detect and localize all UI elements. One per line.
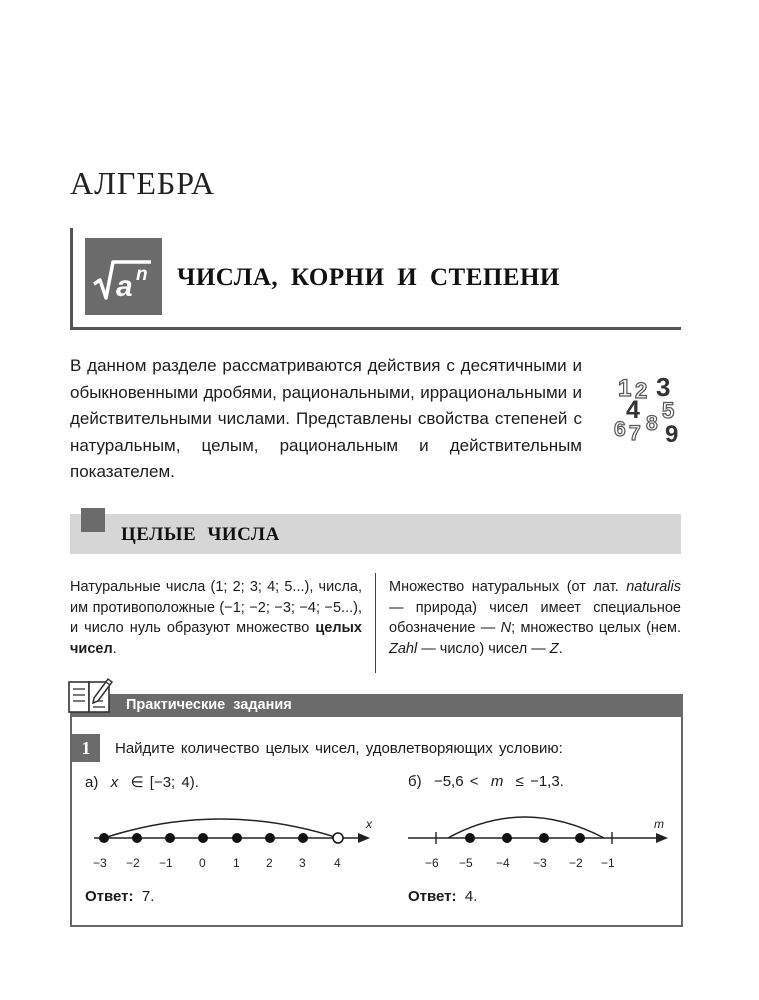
condition-b-lower: −5,6 <	[433, 773, 479, 790]
notebook-pencil-icon	[67, 676, 115, 718]
integer-point	[298, 833, 308, 843]
digit-6: 6	[614, 418, 626, 441]
integer-point	[465, 833, 475, 843]
integer-set-symbol: Z	[549, 640, 559, 657]
notation-text: — природа) чисел имеет специальное обозначение —	[389, 599, 681, 636]
digit-2: 2	[635, 378, 648, 403]
tick-label: 0	[199, 856, 206, 870]
column-divider	[375, 573, 376, 673]
digit-3: 3	[656, 372, 671, 402]
part-title: АЛГЕБРА	[70, 165, 216, 201]
integer-point	[99, 833, 109, 843]
answer-b	[408, 888, 477, 905]
definition-punct: .	[112, 640, 117, 657]
tick-label: 4	[334, 856, 341, 870]
tick-label: −2	[569, 856, 583, 870]
tick-label: −1	[159, 856, 173, 870]
tick-label: −2	[126, 856, 140, 870]
condition-a	[85, 773, 199, 791]
practice-header-label: Практические задания	[126, 697, 292, 713]
condition-b-label: б)	[408, 773, 422, 790]
tick-label: −6	[425, 856, 439, 870]
tick-label: 3	[299, 856, 306, 870]
number-line-a	[80, 812, 380, 872]
notation-text: ; множество целых (нем.	[511, 620, 681, 636]
digit-8: 8	[646, 412, 658, 435]
digit-5: 5	[662, 398, 675, 423]
notation-text: — число) чисел —	[421, 640, 546, 657]
condition-a-variable: x	[110, 774, 119, 791]
notation-punct: .	[558, 640, 563, 657]
answer-a-value: 7.	[141, 888, 155, 905]
chapter-header	[70, 228, 681, 330]
answer-a-label: Ответ:	[85, 888, 134, 905]
condition-a-set: ∈ [−3; 4).	[130, 774, 199, 791]
integer-point	[132, 833, 142, 843]
integer-point	[165, 833, 175, 843]
intro-paragraph: В данном разделе рассматриваются действия с десятичными и обыкновенными дробями, рациональными, иррациональными и действительными числами. Представлены свойства степеней с натуральным, целым, рациональным и действительным показателем.	[70, 356, 582, 481]
axis-variable-label: x	[366, 817, 372, 831]
integer-point	[232, 833, 242, 843]
axis-variable-label: m	[654, 817, 664, 831]
integer-point	[198, 833, 208, 843]
tick-label: −4	[496, 856, 510, 870]
german-word: Zahl	[389, 640, 418, 657]
root-power-icon	[85, 238, 162, 315]
number-line-b	[400, 812, 680, 872]
axis-arrow	[656, 833, 668, 843]
chapter-header-rule-horizontal	[70, 327, 681, 330]
tick-label: −3	[93, 856, 107, 870]
chapter-title: ЧИСЛА, КОРНИ И СТЕПЕНИ	[177, 264, 560, 291]
notation-text: Множество натуральных (от лат.	[389, 579, 619, 595]
integer-point	[575, 833, 585, 843]
root-base-letter: a	[116, 270, 133, 303]
open-endpoint	[333, 833, 343, 843]
condition-a-label: а)	[85, 774, 99, 791]
integer-point	[502, 833, 512, 843]
natural-set-symbol: N	[500, 620, 512, 636]
root-exponent-letter: n	[136, 264, 148, 285]
task-text: Найдите количество целых чисел, удовлетворяющих условию:	[115, 740, 563, 757]
definition-text: Натуральные числа (1; 2; 3; 4; 5...), числа, им противоположные (−1; −2; −3; −4; −5...), и число нуль образуют множество	[70, 579, 362, 636]
digit-9: 9	[665, 421, 679, 448]
latin-word: naturalis	[626, 579, 681, 595]
definition-term: целых чисел	[70, 620, 362, 657]
digit-4: 4	[626, 396, 640, 424]
tick-label: 2	[266, 856, 273, 870]
section-marker	[81, 508, 105, 532]
numbers-icon	[612, 370, 687, 450]
digit-1: 1	[618, 375, 632, 402]
practice-box	[70, 694, 683, 927]
tick-label: −3	[533, 856, 547, 870]
answer-b-label: Ответ:	[408, 888, 457, 905]
integer-point	[265, 833, 275, 843]
task-number: 1	[72, 734, 100, 762]
condition-b-variable: m	[490, 773, 504, 790]
answer-a	[85, 888, 154, 905]
tick-label: −5	[459, 856, 473, 870]
definition-left-column	[70, 577, 362, 659]
axis-arrow	[358, 833, 370, 843]
condition-b	[408, 773, 564, 790]
condition-b-upper: ≤ −1,3.	[515, 773, 564, 790]
answer-b-value: 4.	[464, 888, 478, 905]
chapter-header-rule-vertical	[70, 228, 73, 330]
section-title: ЦЕЛЫЕ ЧИСЛА	[121, 524, 280, 545]
tick-label: 1	[233, 856, 240, 870]
notation-right-column	[389, 577, 681, 659]
tick-label: −1	[601, 856, 615, 870]
digit-7: 7	[629, 422, 641, 445]
integer-point	[539, 833, 549, 843]
